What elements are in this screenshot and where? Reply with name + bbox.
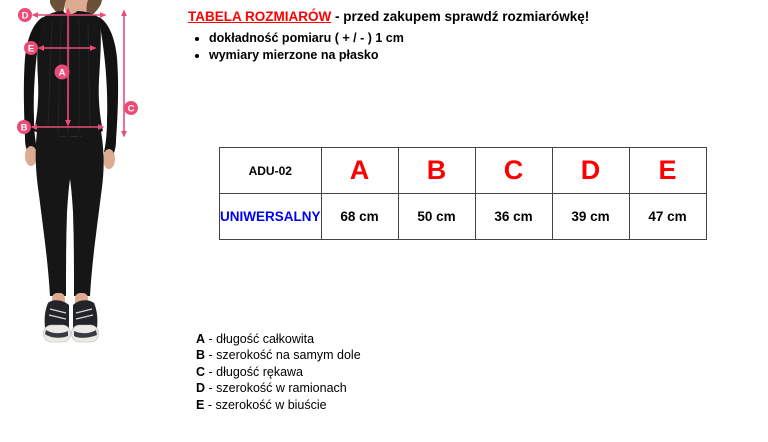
legend-letter: A (196, 332, 206, 346)
legend-item (196, 397, 361, 413)
marker-d-label: D (21, 10, 29, 22)
marker-c-label: C (127, 103, 135, 115)
legend-letter: B (196, 348, 206, 363)
measurement-value-cell: 50 cm (398, 194, 475, 240)
legend-description: szerokość w biuście (215, 397, 327, 412)
note-measure-accuracy: • dokładność pomiaru ( + / - ) 1 cm (209, 31, 589, 45)
measurement-legend (196, 331, 361, 413)
header (188, 9, 589, 65)
measurement-column-header: E (629, 148, 706, 194)
legend-separator: - (205, 364, 217, 379)
measurement-value-cell: 68 cm (321, 194, 398, 240)
legend-separator: - (204, 397, 216, 412)
size-table (219, 147, 707, 240)
legend-separator: - (205, 332, 217, 346)
legend-item (196, 364, 361, 380)
page-title-rest: - przed zakupem sprawdź rozmiarówkę! (331, 9, 590, 24)
legend-description: długość całkowita (216, 332, 315, 346)
marker-a-label: A (58, 67, 66, 79)
marker-e-label: E (27, 43, 35, 55)
legend-separator: - (205, 348, 217, 363)
measurement-column-header: B (398, 148, 475, 194)
page-title (188, 9, 589, 24)
legend-separator: - (205, 381, 217, 396)
measurement-value-cell: 39 cm (552, 194, 629, 240)
legend-item (196, 347, 361, 363)
model-photo (0, 0, 170, 350)
model-code-cell: ADU-02 (220, 148, 322, 194)
legend-letter: E (196, 397, 205, 412)
legend-letter: C (196, 364, 206, 379)
table-row (220, 194, 707, 240)
notes-list (188, 31, 589, 62)
marker-b-label: B (20, 122, 28, 134)
measurement-column-header: C (475, 148, 552, 194)
legend-description: szerokość na samym dole (216, 348, 361, 363)
legend-item (196, 331, 361, 347)
model-silhouette (21, 0, 118, 342)
model-photo-with-measurements (0, 0, 170, 350)
page-title-highlight: TABELA ROZMIARÓW (188, 9, 332, 24)
legend-description: długość rękawa (216, 364, 303, 379)
measurement-column-header: D (552, 148, 629, 194)
legend-letter: D (196, 381, 206, 396)
size-name-cell: UNIWERSALNY (220, 194, 322, 240)
measurement-value-cell: 47 cm (629, 194, 706, 240)
legend-description: szerokość w ramionach (216, 381, 347, 396)
legend-item (196, 380, 361, 396)
table-header-row (220, 148, 707, 194)
measurement-column-header: A (321, 148, 398, 194)
note-flat-measure: • wymiary mierzone na płasko (209, 48, 589, 62)
measurement-value-cell: 36 cm (475, 194, 552, 240)
